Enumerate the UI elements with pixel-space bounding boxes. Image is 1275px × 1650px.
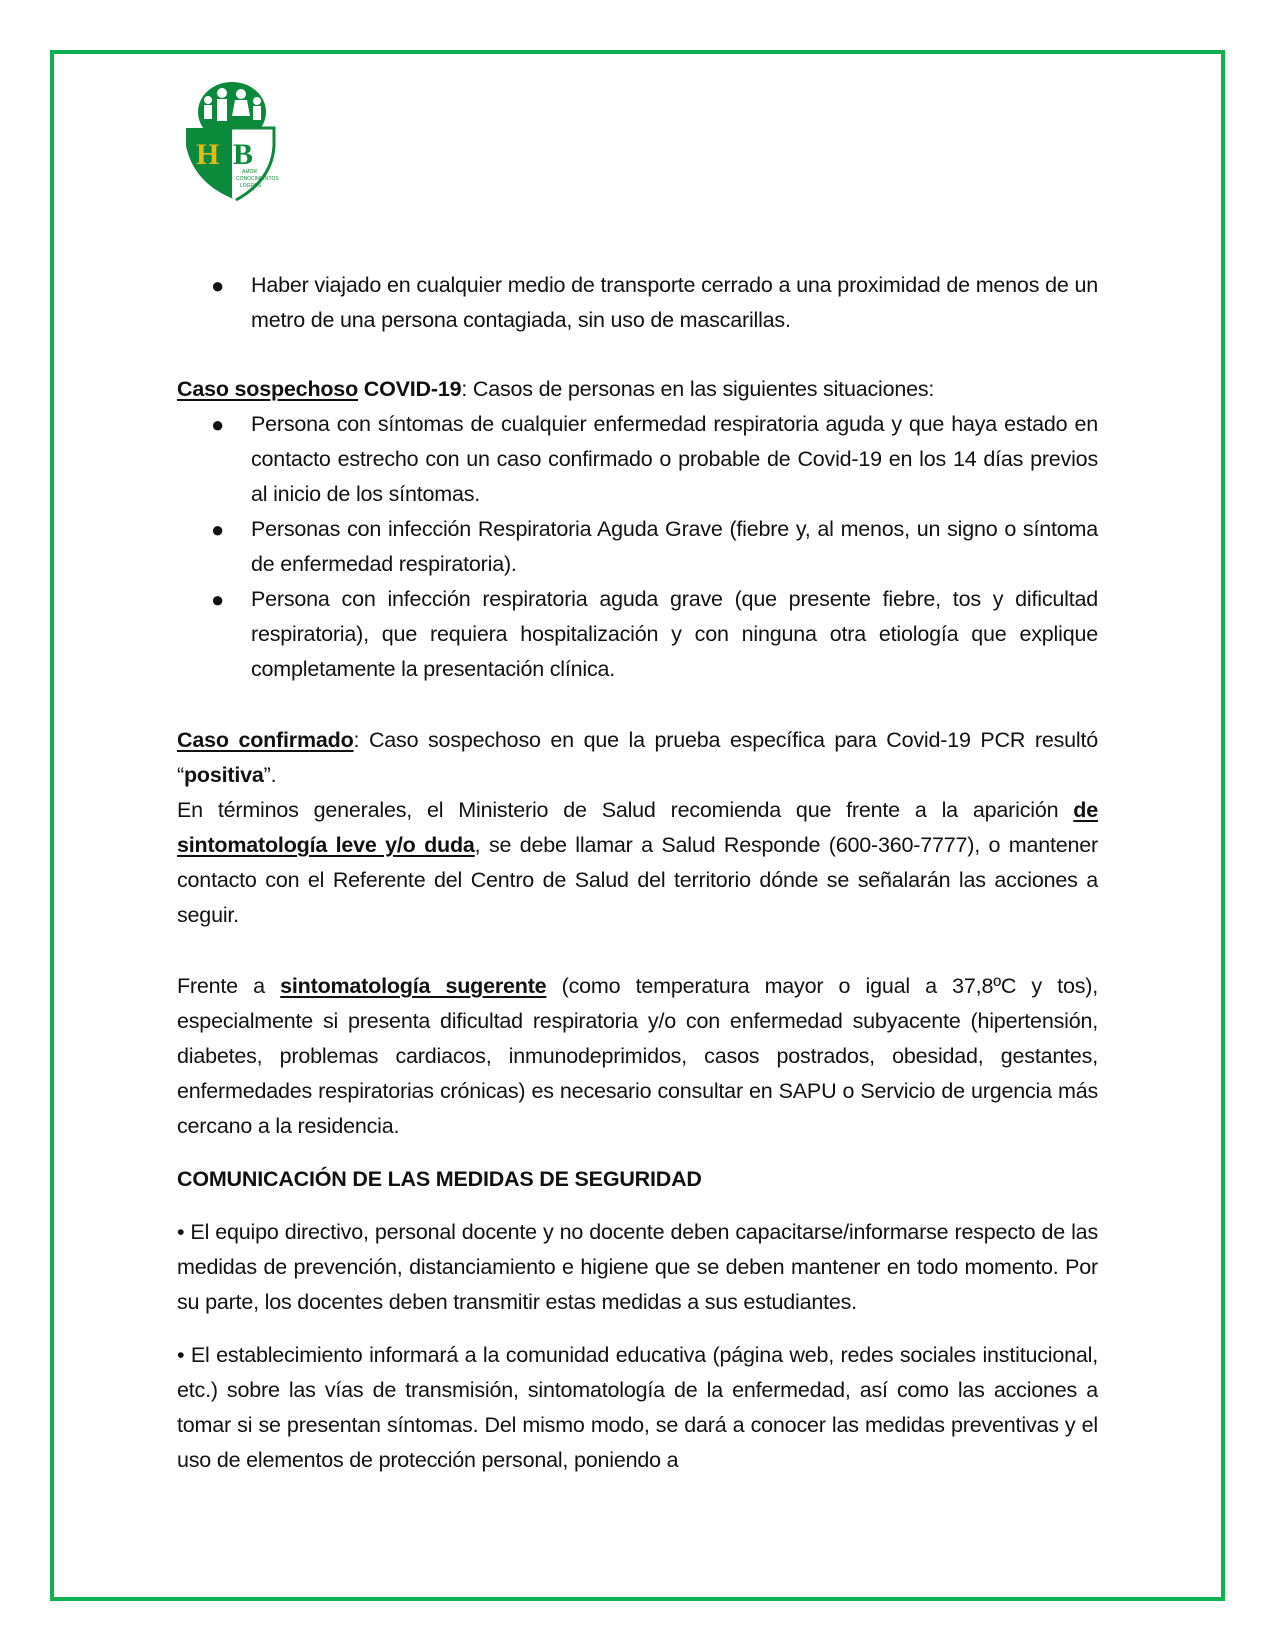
suspected-case-list: [177, 407, 1098, 687]
confirmed-case-label: Caso confirmado: [177, 728, 354, 752]
svg-text:B: B: [233, 138, 254, 171]
section-paragraph: • El establecimiento informará a la comunidad educativa (página web, redes sociales institucional, etc.) sobre las vías de transmisión, sintomatología de la enfermedad, así como las acciones a tomar si se presentan síntomas. Del mismo modo, se dará a conocer las medidas preventivas y el uso de elementos de protección personal, poniendo a: [177, 1343, 1098, 1472]
list-item: ● Personas con infección Respiratoria Aguda Grave (fiebre y, al menos, un signo o síntoma de enfermedad respiratoria).: [177, 512, 1098, 582]
svg-text:CONOCIMIENTOS: CONOCIMIENTOS: [236, 176, 279, 182]
suggestive-symptoms-paragraph: Frente a sintomatología sugerente (como temperatura mayor o igual a 37,8ºC y tos), especialmente si presenta dificultad respiratoria y/o con enfermedad subyacente (hipertensión, diabetes, problemas cardiacos, inmunodeprimidos, casos postrados, obesidad, gestantes, enfermedades respiratorias crónicas) es necesario consultar en SAPU o Servicio de urgencia más cercano a la residencia.: [177, 974, 1098, 1138]
intro-bullet-list: [177, 268, 1098, 338]
list-item: ● Haber viajado en cualquier medio de transporte cerrado a una proximidad de menos de un metro de una persona contagiada, sin uso de mascarillas.: [177, 268, 1098, 338]
bullet-icon: ●: [211, 412, 225, 437]
svg-text:H: H: [196, 138, 220, 171]
suspected-case-heading: Caso sospechoso COVID-19: Casos de personas en las siguientes situaciones:: [177, 377, 935, 401]
svg-text:AMOR: AMOR: [242, 169, 257, 175]
bullet-icon: ●: [211, 517, 225, 542]
ministry-paragraph: En términos generales, el Ministerio de Salud recomienda que frente a la aparición de sintomatología leve y/o duda, se debe llamar a Salud Responde (600-360-7777), o mantener contacto con el Referente del Centro de Salud del territorio dónde se señalarán las acciones a seguir.: [177, 798, 1098, 927]
confirmed-case-paragraph: Caso confirmado: Caso sospechoso en que la prueba específica para Covid-19 PCR resultó “positiva”.: [177, 728, 1098, 787]
suggestive-symptoms-emphasis: sintomatología sugerente: [280, 974, 547, 998]
section-heading: COMUNICACIÓN DE LAS MEDIDAS DE SEGURIDAD: [177, 1167, 702, 1191]
suspected-case-label: Caso sospechoso: [177, 377, 358, 401]
list-item: ● Persona con infección respiratoria aguda grave (que presente fiebre, tos y dificultad respiratoria), que requiera hospitalización y con ninguna otra etiología que explique completamente la presentación clínica.: [177, 582, 1098, 687]
bullet-icon: ●: [211, 273, 225, 298]
school-shield-logo-icon: [180, 80, 280, 202]
bullet-icon: ●: [211, 587, 225, 612]
list-item: ● Persona con síntomas de cualquier enfermedad respiratoria aguda y que haya estado en contacto estrecho con un caso confirmado o probable de Covid-19 en los 14 días previos al inicio de los síntomas.: [177, 407, 1098, 512]
school-logo: [180, 80, 280, 202]
mild-symptoms-emphasis: de sintomatología leve y/o duda: [177, 798, 1098, 857]
document-body: [177, 268, 1098, 1478]
section-paragraph: • El equipo directivo, personal docente y no docente deben capacitarse/informarse respecto de las medidas de prevención, distanciamiento e higiene que se deben mantener en todo momento. Por su parte, los docentes deben transmitir estas medidas a sus estudiantes.: [177, 1220, 1098, 1314]
svg-text:LOGROS: LOGROS: [240, 183, 262, 189]
